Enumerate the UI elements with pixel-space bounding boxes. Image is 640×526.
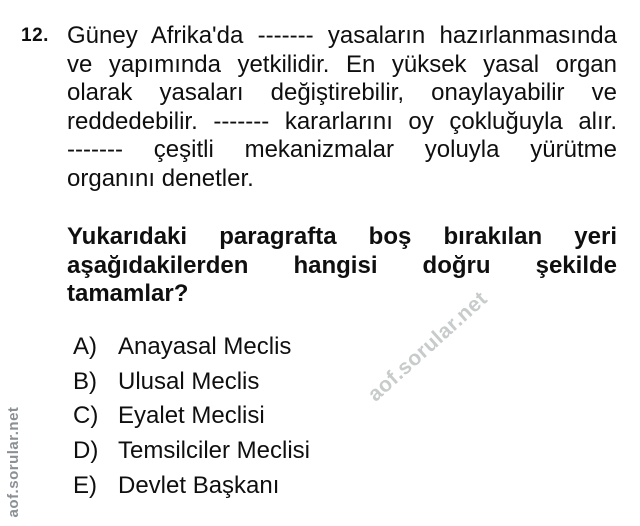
watermark-vertical: aof.sorular.net (5, 406, 22, 518)
option-letter: A) (73, 333, 97, 360)
question-stem (67, 223, 617, 309)
paragraph-line: ve yapımında yetkilidir. En yüksek yasal organ (67, 50, 617, 78)
option-a (73, 330, 593, 365)
stem-line: tamamlar? (67, 280, 189, 308)
option-text: Anayasal Meclis (118, 333, 292, 360)
option-letter: C) (73, 402, 99, 430)
paragraph-line: Güney Afrika'da ------- yasaların hazırlanmasında (67, 22, 617, 49)
stem-line: Yukarıdaki paragrafta boş bırakılan yeri (67, 223, 617, 250)
paragraph-line: reddedebilir. ------- kararlarını oy çokluğuyla alır. (67, 107, 617, 135)
option-e (73, 469, 593, 504)
option-d (73, 434, 593, 469)
option-c (73, 399, 593, 434)
option-b (73, 365, 593, 400)
option-text: Temsilciler Meclisi (118, 437, 311, 465)
option-text: Eyalet Meclisi (118, 402, 265, 430)
question-number: 12. (21, 25, 49, 46)
option-letter: B) (73, 367, 97, 395)
question-paragraph (67, 22, 617, 194)
paragraph-line: ------- çeşitli mekanizmalar yoluyla yürütme (67, 136, 617, 164)
answer-options (73, 330, 593, 504)
option-text: Devlet Başkanı (118, 471, 280, 499)
option-letter: D) (73, 437, 99, 465)
paragraph-line: olarak yasaları değiştirebilir, onaylayabilir ve (67, 79, 617, 107)
option-text: Ulusal Meclis (118, 367, 260, 395)
paragraph-line: organını denetler. (67, 164, 254, 192)
watermark-diagonal: aof.sorular.net (363, 287, 492, 407)
stem-line: aşağıdakilerden hangisi doğru şekilde (67, 251, 617, 279)
option-letter: E) (73, 471, 97, 499)
